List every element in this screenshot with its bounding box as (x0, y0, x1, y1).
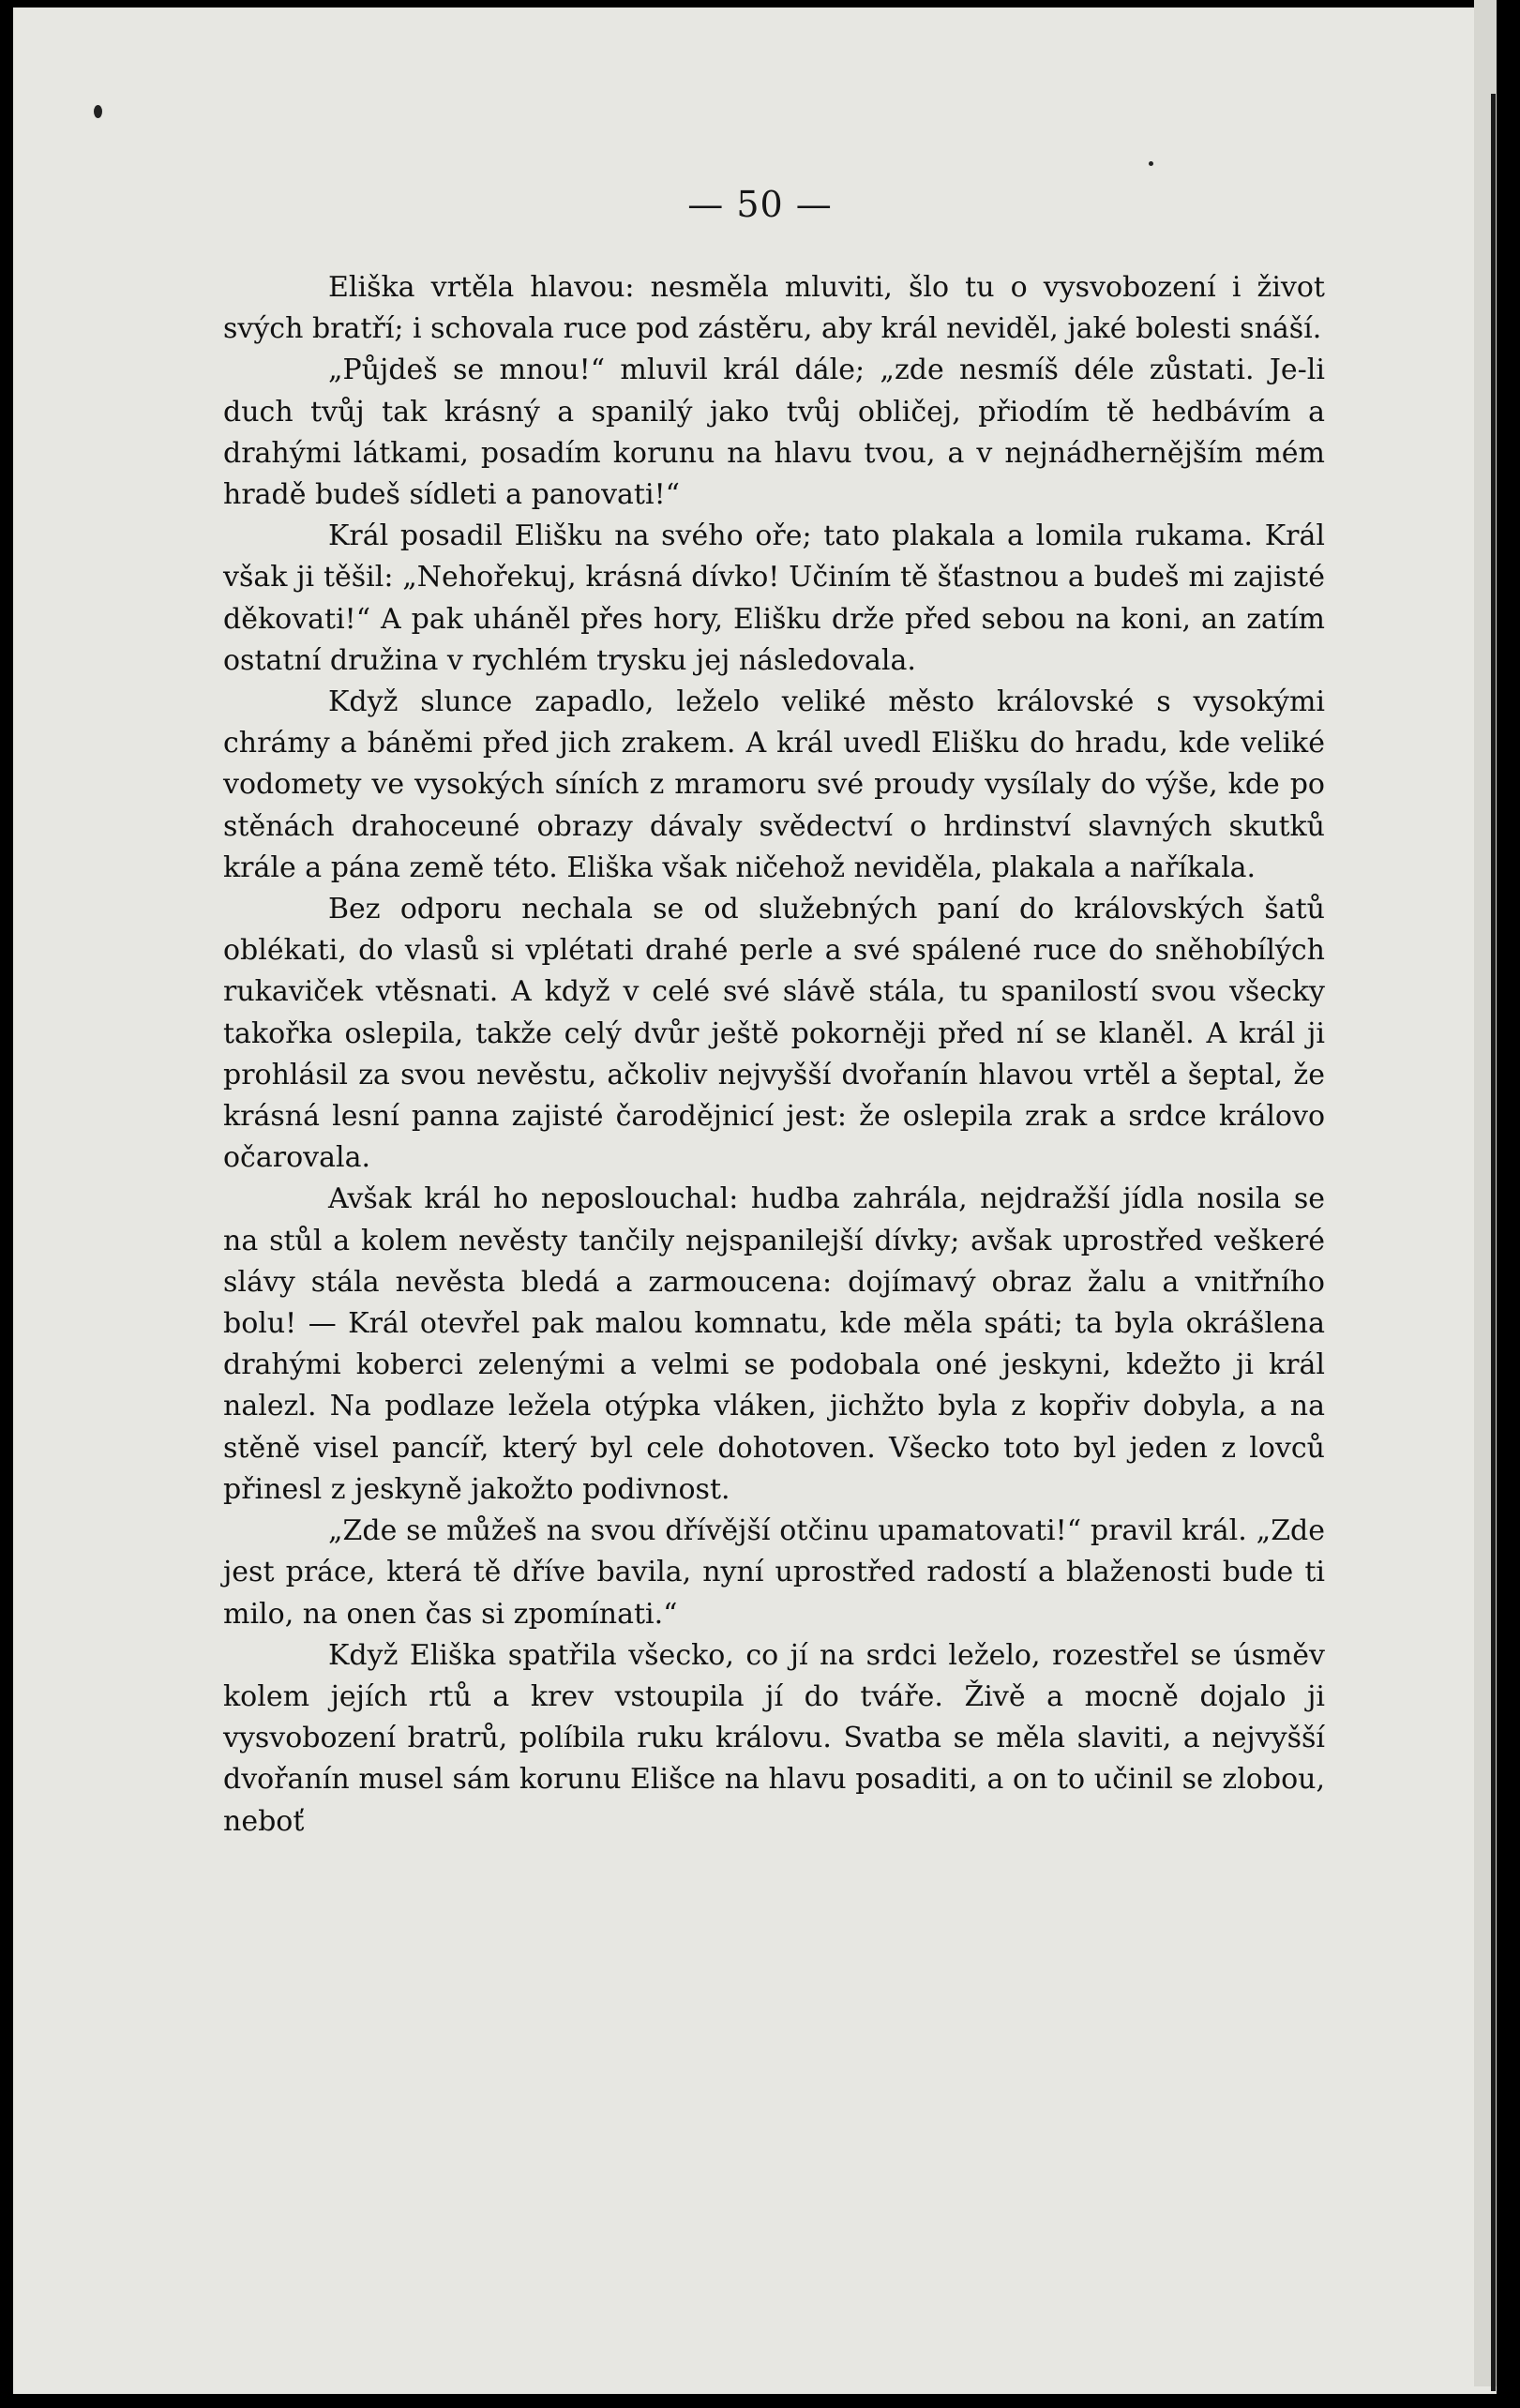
paragraph: Bez odporu nechala se od služebných paní do královských šatů oblékati, do vlasů si vplétati drahé perle a své spálené ruce do sněhobílých rukaviček vtěsnati. A když v celé své slávě stála, tu spanilostí svou všecky takořka oslepila, takže celý dvůr ještě pokorněji před ní se klaněl. A král ji prohlásil za svou nevěstu, ačkoliv nejvyšší dvořanín hlavou vrtěl a šeptal, že krásná lesní panna zajisté čarodějnicí jest: že oslepila zrak a srdce královo očarovala. (223, 893, 1325, 1175)
ink-speck (94, 105, 102, 118)
paragraph: „Zde se můžeš na svou dřívější otčinu upamatovati!“ pravil král. „Zde jest práce, která tě dříve bavila, nyní uprostřed radostí a blaženosti bude ti milo, na onen čas si zpomínati.“ (223, 1514, 1325, 1631)
paragraph: Avšak král ho neposlouchal: hudba zahrála, nejdražší jídla nosila se na stůl a kolem nevěsty tančily nejspanilejší dívky; avšak uprostřed veškeré slávy stála nevěsta bledá a zarmoucena: dojímavý obraz žalu a vnitřního bolu! — Král otevřel pak malou komnatu, kde měla spáti; ta byla okrášlena drahými koberci zelenými a velmi se podobala oné jeskyni, kdežto ji král nalezl. Na podlaze ležela otýpka vláken, jichžto byla z kopřiv dobyla, a na stěně visel pancíř, který byl cele dohotoven. Všecko toto byl jeden z lovců přinesl z jeskyně jakožto podivnost. (223, 1182, 1325, 1506)
paragraph: Když Eliška spatřila všecko, co jí na srdci leželo, rozestřel se úsměv kolem jejích rtů a krev vstoupila jí do tváře. Živě a mocně dojalo ji vysvobození bratrů, políbila ruku královu. Svatba se měla slaviti, a nejvyšší dvořanín musel sám korunu Elišce na hlavu posaditi, a on to učinil se zlobou, neboť (223, 1638, 1325, 1838)
paragraph: „Půjdeš se mnou!“ mluvil král dále; „zde nesmíš déle zůstati. Je-li duch tvůj tak krásný a spanilý jako tvůj obličej, přiodím tě hedbávím a drahými látkami, posadím korunu na hlavu tvou, a v nejnádhernějším mém hradě budeš sídleti a panovati!“ (223, 354, 1325, 512)
page-number: — 50 — (687, 184, 833, 225)
paragraph: Když slunce zapadlo, leželo veliké město královské s vysokými chrámy a báněmi před jich zrakem. A král uvedl Elišku do hradu, kde veliké vodomety ve vysokých síních z mramoru své proudy vysílaly do výše, kde po stěnách drahoceuné obrazy dávaly svědectví o hrdinství slavných skutků krále a pána země této. Eliška však ničehož neviděla, plakala a naříkala. (223, 685, 1325, 884)
binding-edge-line (1491, 94, 1496, 2391)
body-text (223, 267, 1325, 1843)
ink-speck (1149, 161, 1153, 166)
paragraph: Eliška vrtěla hlavou: nesměla mluviti, šlo tu o vysvobození i život svých bratří; i schovala ruce pod zástěru, aby král neviděl, jaké bolesti snáší. (223, 271, 1325, 346)
paragraph: Král posadil Elišku na svého oře; tato plakala a lomila rukama. Král však ji těšil: „Nehořekuj, krásná dívko! Učiním tě šťastnou a budeš mi zajisté děkovati!“ A pak uháněl přes hory, Elišku drže před sebou na koni, an zatím ostatní družina v rychlém trysku jej následovala. (223, 519, 1325, 677)
